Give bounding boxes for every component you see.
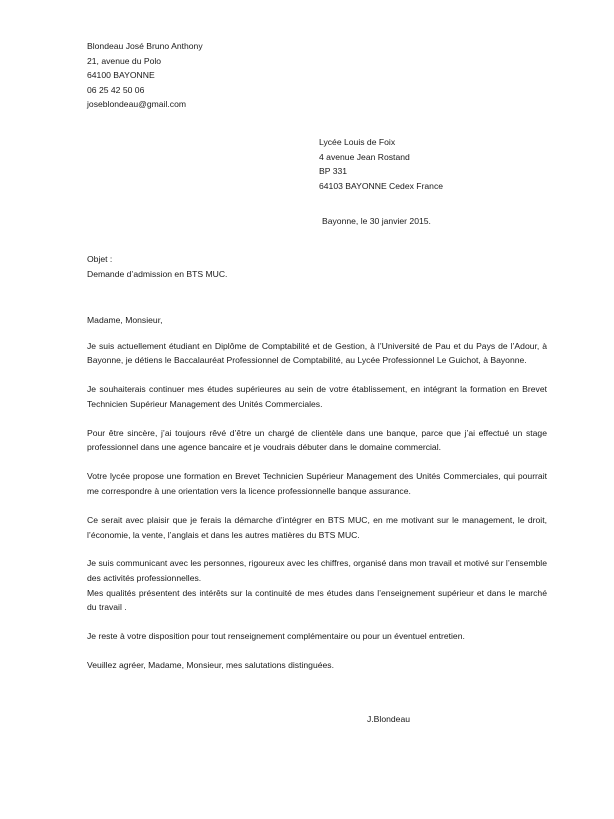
paragraph-studies: Je suis actuellement étudiant en Diplôme de Comptabilité et de Gestion, à l’Université de Pau et du Pays de l’Adour, à Bayonne, je détiens le Baccalauréat Professionnel de Comptabilité, au Lycée Professionnel Le Guichot, à Bayonne. [87, 340, 547, 366]
sender-address-block [87, 39, 203, 112]
paragraph-closing: Veuillez agréer, Madame, Monsieur, mes salutations distinguées. [87, 660, 334, 671]
subject-label: Objet : [87, 254, 113, 264]
paragraph-subjects: Ce serait avec plaisir que je ferais la démarche d’intégrer en BTS MUC, en me motivant sur le management, le droit, l’économie, la vente, l’anglais et dans les autres matières du BTS MUC. [87, 514, 547, 540]
sender-city: 64100 BAYONNE [87, 70, 155, 81]
paragraph-wish: Je souhaiterais continuer mes études supérieures au sein de votre établissement, en intégrant la formation en Brevet Technicien Supérieur Management des Unités Commerciales. [87, 384, 547, 409]
sender-email: joseblondeau@gmail.com [87, 99, 187, 110]
paragraph-qualities: Je suis communicant avec les personnes, rigoureux avec les chiffres, organisé dans mon travail et motivé sur l’ensemble des activités professionnelles. Mes qualités présentent des intérêts sur la continuité de mes études dans l’enseignement supérieur et dans le marché du travail . [87, 558, 547, 613]
sender-phone: 06 25 42 50 06 [87, 84, 145, 95]
signature: J.Blondeau [367, 714, 411, 724]
sender-street: 21, avenue du Polo [87, 55, 162, 66]
paragraph-motivation: Pour être sincère, j’ai toujours rêvé d’être un chargé de clientèle dans une banque, parce que j’ai effectué un stage professionnel dans une agence bancaire et je voudrais débuter dans le domaine commercial. [87, 427, 547, 453]
subject-block [87, 252, 227, 281]
recipient-city: 64103 BAYONNE Cedex France [319, 180, 444, 191]
salutation: Madame, Monsieur, [87, 315, 163, 325]
subject-text: Demande d’admission en BTS MUC. [87, 268, 228, 279]
recipient-po-box: BP 331 [319, 166, 348, 177]
recipient-street: 4 avenue Jean Rostand [319, 151, 410, 162]
sender-name: Blondeau José Bruno Anthony [87, 41, 203, 51]
date-line: Bayonne, le 30 janvier 2015. [322, 216, 431, 226]
letter-body [87, 313, 547, 687]
recipient-address-block [319, 135, 443, 193]
paragraph-school-offer: Votre lycée propose une formation en Brevet Technicien Supérieur Management des Unités Commerciales, qui pourrait me correspondre à une orientation vers la licence professionnelle banque assurance. [87, 471, 547, 496]
recipient-name: Lycée Louis de Foix [319, 137, 396, 147]
paragraph-availability: Je reste à votre disposition pour tout renseignement complémentaire ou pour un éventuel entretien. [87, 631, 465, 642]
